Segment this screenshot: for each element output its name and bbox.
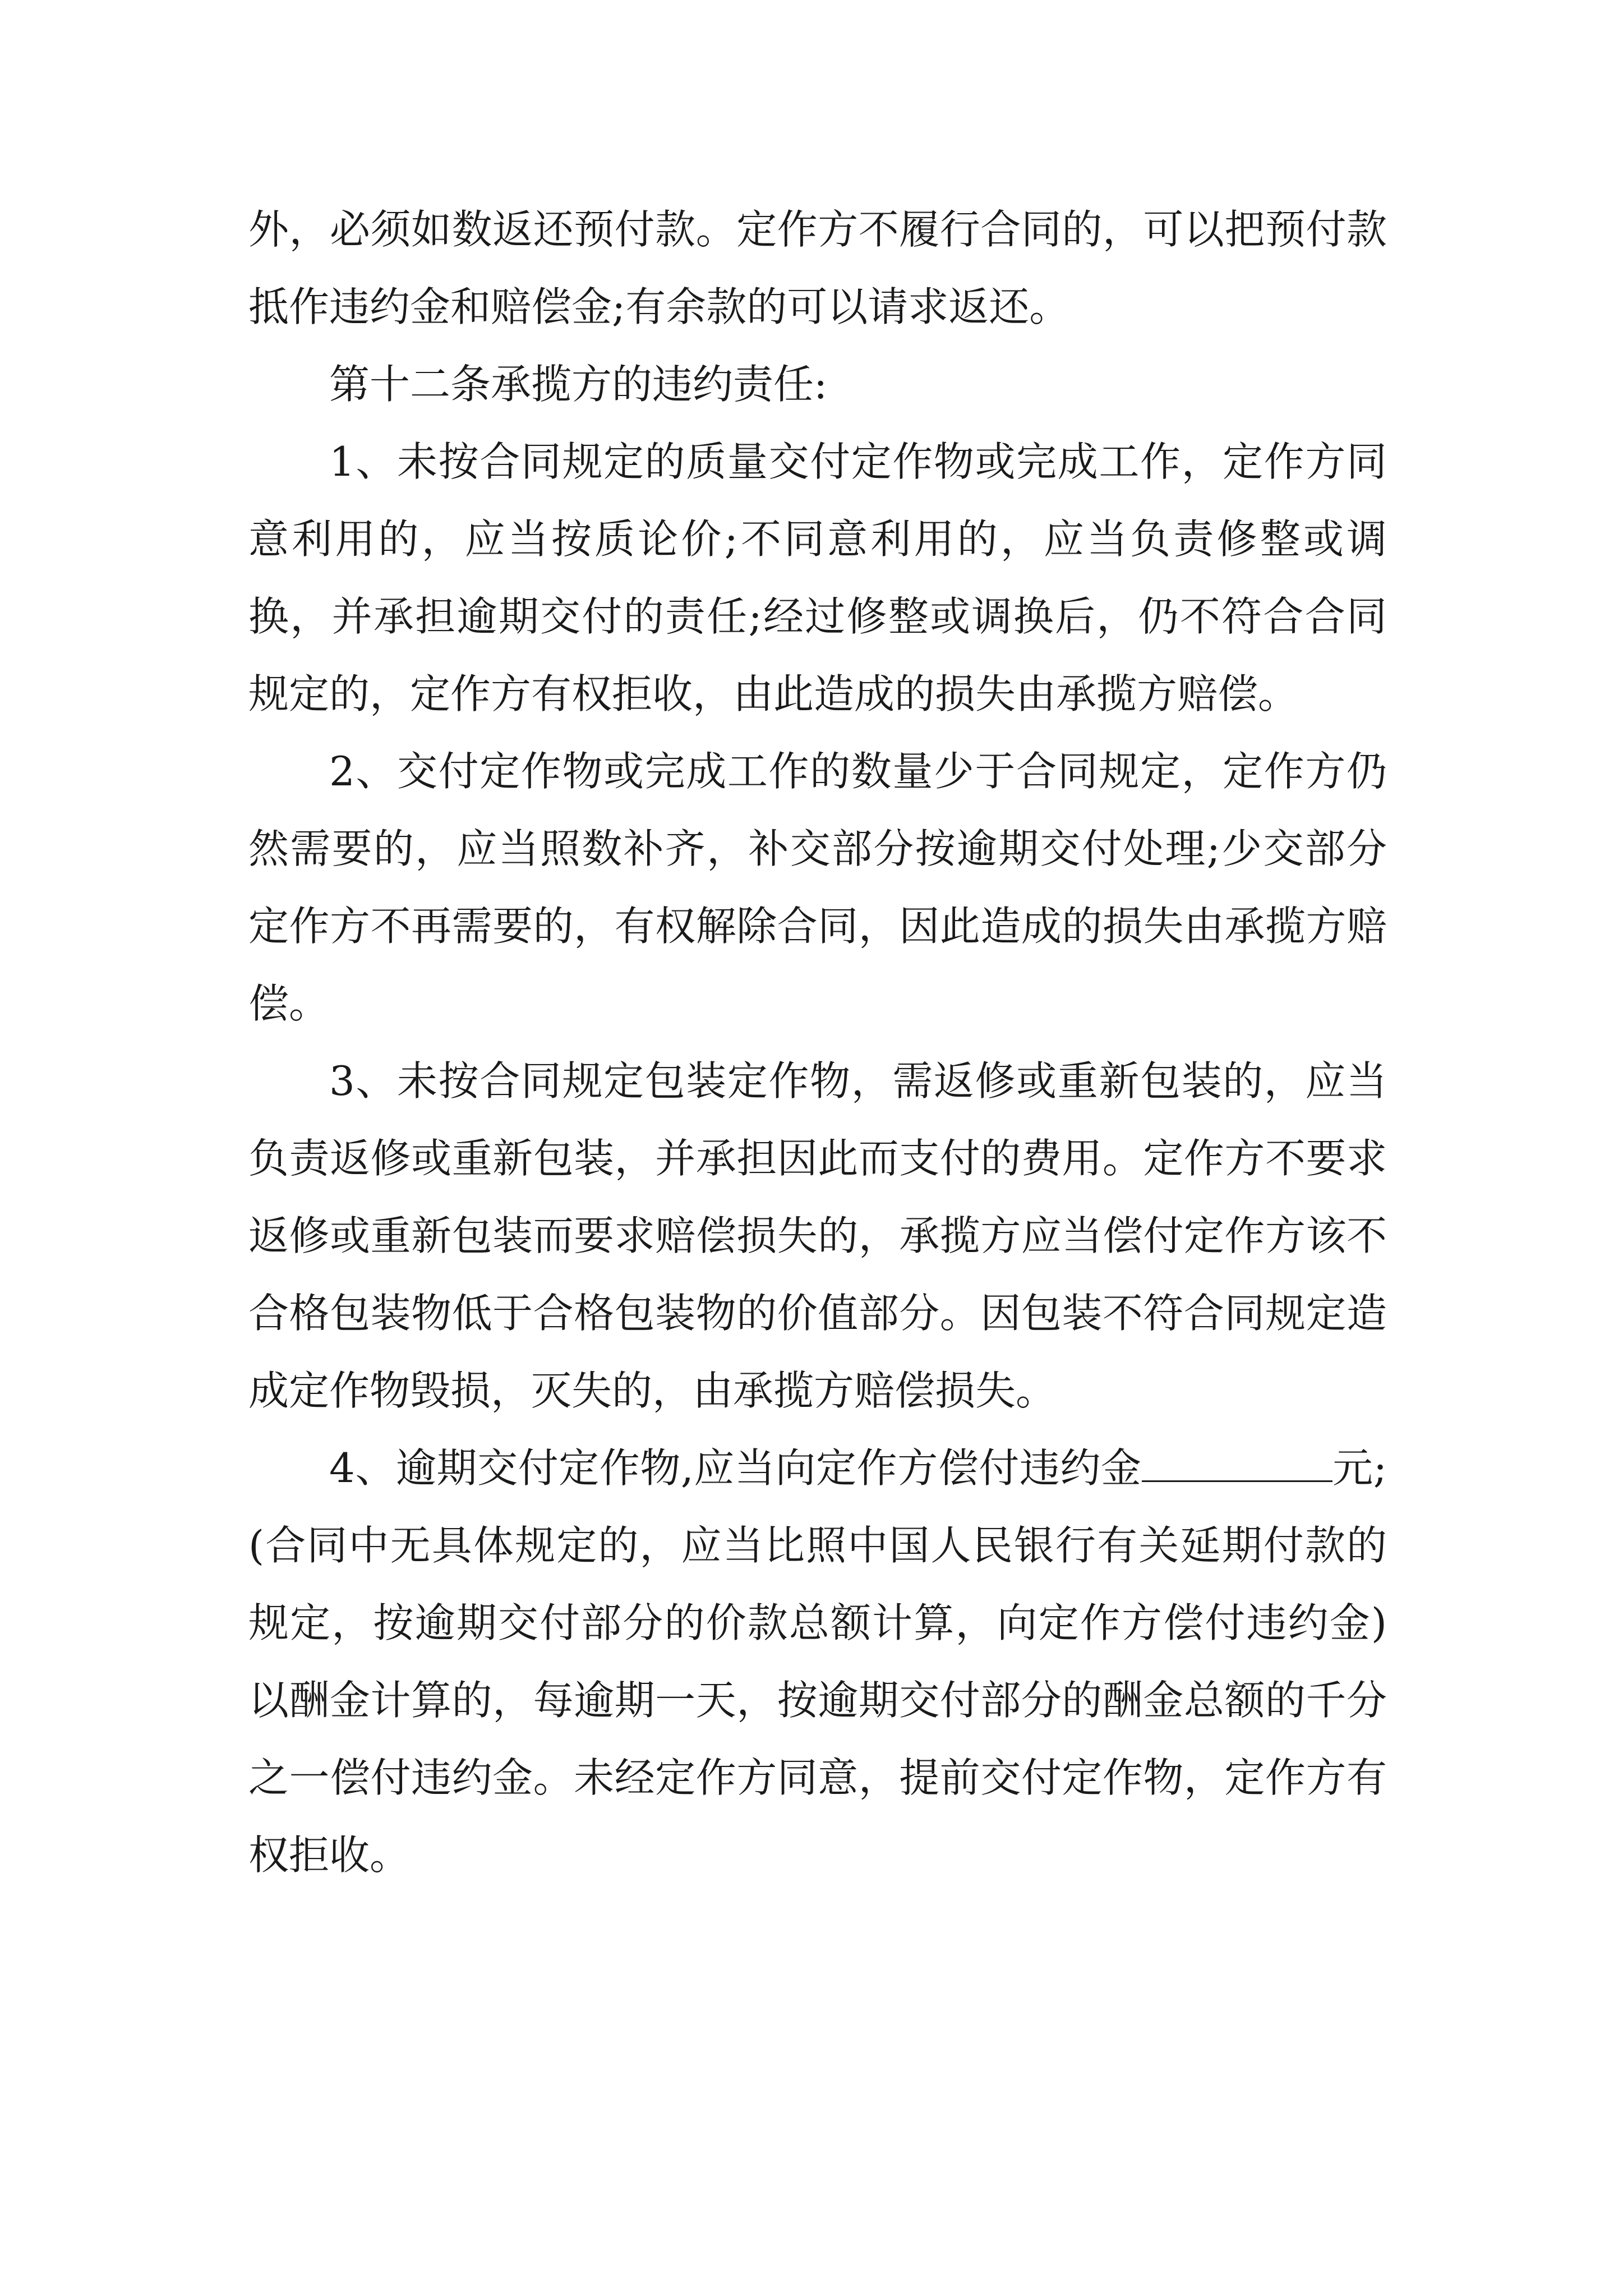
paragraph-item-1: 1、未按合同规定的质量交付定作物或完成工作，定作方同意利用的，应当按质论价;不同意利用的，应当负责修整或调换，并承担逾期交付的责任;经过修整或调换后，仍不符合合同规定的，定作方有权拒收，由此造成的损失由承揽方赔偿。 [248, 438, 1387, 717]
paragraph-item-2: 2、交付定作物或完成工作的数量少于合同规定，定作方仍然需要的，应当照数补齐，补交部分按逾期交付处理;少交部分定作方不再需要的，有权解除合同，因此造成的损失由承揽方赔偿。 [248, 748, 1387, 1027]
fill-in-blank [1142, 1446, 1332, 1482]
paragraph-item-4-rest: 元;(合同中无具体规定的，应当比照中国人民银行有关延期付款的规定，按逾期交付部分的价款总额计算，向定作方偿付违约金)以酬金计算的，每逾期一天，按逾期交付部分的酬金总额的千分之一偿付违约金。未经定作方同意，提前交付定作物，定作方有权拒收。 [248, 1444, 1387, 1879]
paragraph-item-4 [248, 1429, 1387, 1894]
paragraph-continuation: 外，必须如数返还预付款。定作方不履行合同的，可以把预付款抵作违约金和赔偿金;有余款的可以请求返还。 [248, 206, 1387, 330]
article-heading: 第十二条承揽方的违约责任: [329, 361, 828, 408]
document-body [248, 191, 1387, 1894]
paragraph-item-3: 3、未按合同规定包装定作物，需返修或重新包装的，应当负责返修或重新包装，并承担因此而支付的费用。定作方不要求返修或重新包装而要求赔偿损失的，承揽方应当偿付定作方该不合格包装物低于合格包装物的价值部分。因包装不符合同规定造成定作物毁损，灭失的，由承揽方赔偿损失。 [248, 1057, 1387, 1414]
paragraph-item-4-lead: 4、逾期交付定作物,应当向定作方偿付违约金 [329, 1444, 1142, 1492]
